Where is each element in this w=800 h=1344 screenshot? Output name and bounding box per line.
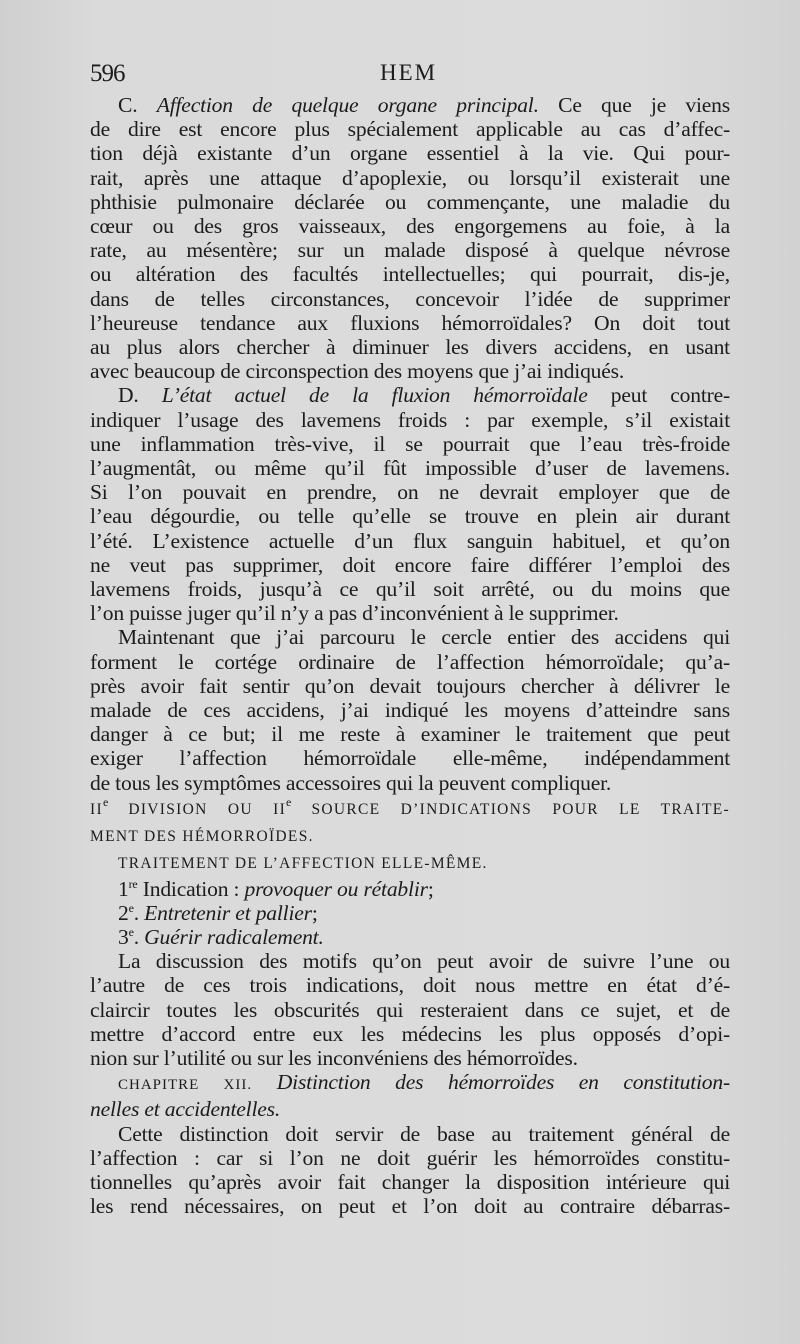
paragraph-distinction	[90, 1122, 730, 1219]
indication-item: 1re Indication : provoquer ou rétablir;	[118, 876, 434, 901]
running-head: HEM	[380, 60, 438, 85]
text-line: l’affection : car si l’on ne doit guérir les hémorroïdes constitu-	[90, 1145, 730, 1170]
text-line: l’autre de ces trois indications, doit nous mettre en état d’é-	[90, 973, 730, 998]
text-line: Si l’on pouvait en prendre, on ne devrait employer que de	[90, 480, 730, 505]
paragraph-discussion	[90, 949, 730, 1070]
text-line: danger à ce but; il me reste à examiner le traitement que peut	[90, 722, 730, 747]
indications-list	[90, 877, 730, 950]
text-line: les rend nécessaires, on peut et l’on doit au contraire débarras-	[90, 1194, 730, 1219]
body-text	[90, 93, 730, 1218]
text-line: mettre d’accord entre eux les médecins les plus opposés d’opi-	[90, 1021, 730, 1046]
text-line: l’eau dégourdie, ou telle qu’elle se trouve en plein air durant	[90, 504, 730, 529]
text-line: l’heureuse tendance aux fluxions hémorroïdales? On doit tout	[90, 310, 730, 335]
text-line: claircir toutes les obscurités qui resteraient dans ce sujet, et de	[90, 997, 730, 1022]
text-line: Maintenant que j’ai parcouru le cercle entier des accidens qui	[118, 625, 730, 650]
text-line: Cette distinction doit servir de base au traitement général de	[118, 1121, 730, 1146]
text-line: une inflammation très-vive, il se pourrait que l’eau très-froide	[90, 431, 730, 456]
text-line: avec beaucoup de circonspection des moyens que j’ai indiqués.	[90, 359, 625, 384]
text-line: tionnelles qu’après avoir fait changer la disposition intérieure qui	[90, 1169, 730, 1194]
text-line: rait, après une attaque d’apoplexie, ou lorsqu’il existerait une	[90, 165, 730, 190]
text-line: de tous les symptômes accessoires qui la peuvent compliquer.	[90, 770, 612, 795]
division-heading-line-2: MENT DES HÉMORROÏDES.	[90, 828, 314, 846]
text-line: cœur ou des gros vaisseaux, des engorgemens au foie, à la	[90, 214, 730, 239]
text-line: forment le cortége ordinaire de l’affection hémorroïdale; qu’a-	[90, 649, 730, 674]
text-line: dans de telles circonstances, concevoir l’idée de supprimer	[90, 286, 730, 311]
text-line: tion déjà existante d’un organe essentiel à la vie. Qui pour-	[90, 141, 730, 166]
text-line: nion sur l’utilité ou sur les inconvéniens des hémorroïdes.	[90, 1045, 578, 1070]
indication-item: 3e. Guérir radicalement.	[118, 924, 324, 949]
text-line: au plus alors chercher à diminuer les divers accidens, en usant	[90, 335, 730, 360]
text-line: C. Affection de quelque organe principal. Ce que je viens	[118, 93, 730, 117]
text-line: La discussion des motifs qu’on peut avoir de suivre l’une ou	[118, 949, 730, 974]
chapter-heading-line-2: nelles et accidentelles.	[90, 1097, 281, 1122]
chapter-heading-line-1: CHAPITRE XII. Distinction des hémorroïdes en constitution-	[118, 1070, 730, 1095]
text-line: l’on puisse juger qu’il n’y a pas d’inconvénient à le supprimer.	[90, 601, 619, 626]
text-line: l’augmentât, ou même qu’il fût impossible d’user de lavemens.	[90, 456, 730, 481]
indication-item: 2e. Entretenir et pallier;	[118, 900, 318, 925]
paragraphs-c-d-maintenant	[90, 93, 730, 795]
text-line: lavemens froids, jusqu’à ce qu’il soit arrêté, ou du moins que	[90, 577, 730, 602]
text-line: l’été. L’existence actuelle d’un flux sanguin habituel, et qu’on	[90, 528, 730, 553]
subheading: TRAITEMENT DE L’AFFECTION ELLE-MÊME.	[118, 855, 488, 873]
text-line: ou altération des facultés intellectuelles; qui pourrait, dis-je,	[90, 262, 730, 287]
text-line: indiquer l’usage des lavemens froids : par exemple, s’il existait	[90, 407, 730, 432]
text-line: ne veut pas supprimer, doit encore faire différer l’emploi des	[90, 552, 730, 577]
text-line: rate, au mésentère; sur un malade disposé à quelque névrose	[90, 238, 730, 263]
text-line: exiger l’affection hémorroïdale elle-même, indépendamment	[90, 746, 730, 771]
text-line: malade de ces accidens, j’ai indiqué les moyens d’atteindre sans	[90, 698, 730, 723]
text-line: près avoir fait sentir qu’on devait toujours chercher à délivrer le	[90, 673, 730, 698]
text-line: phthisie pulmonaire déclarée ou commençante, une maladie du	[90, 189, 730, 214]
division-heading-line-1: IIe DIVISION OU IIe SOURCE D’INDICATIONS POUR LE TRAITE-	[90, 794, 731, 818]
page-header	[90, 60, 730, 92]
text-line: D. L’état actuel de la fluxion hémorroïdale peut contre-	[118, 383, 730, 408]
page-number: 596	[90, 60, 125, 87]
text-line: de dire est encore plus spécialement applicable au cas d’affec-	[90, 117, 730, 142]
